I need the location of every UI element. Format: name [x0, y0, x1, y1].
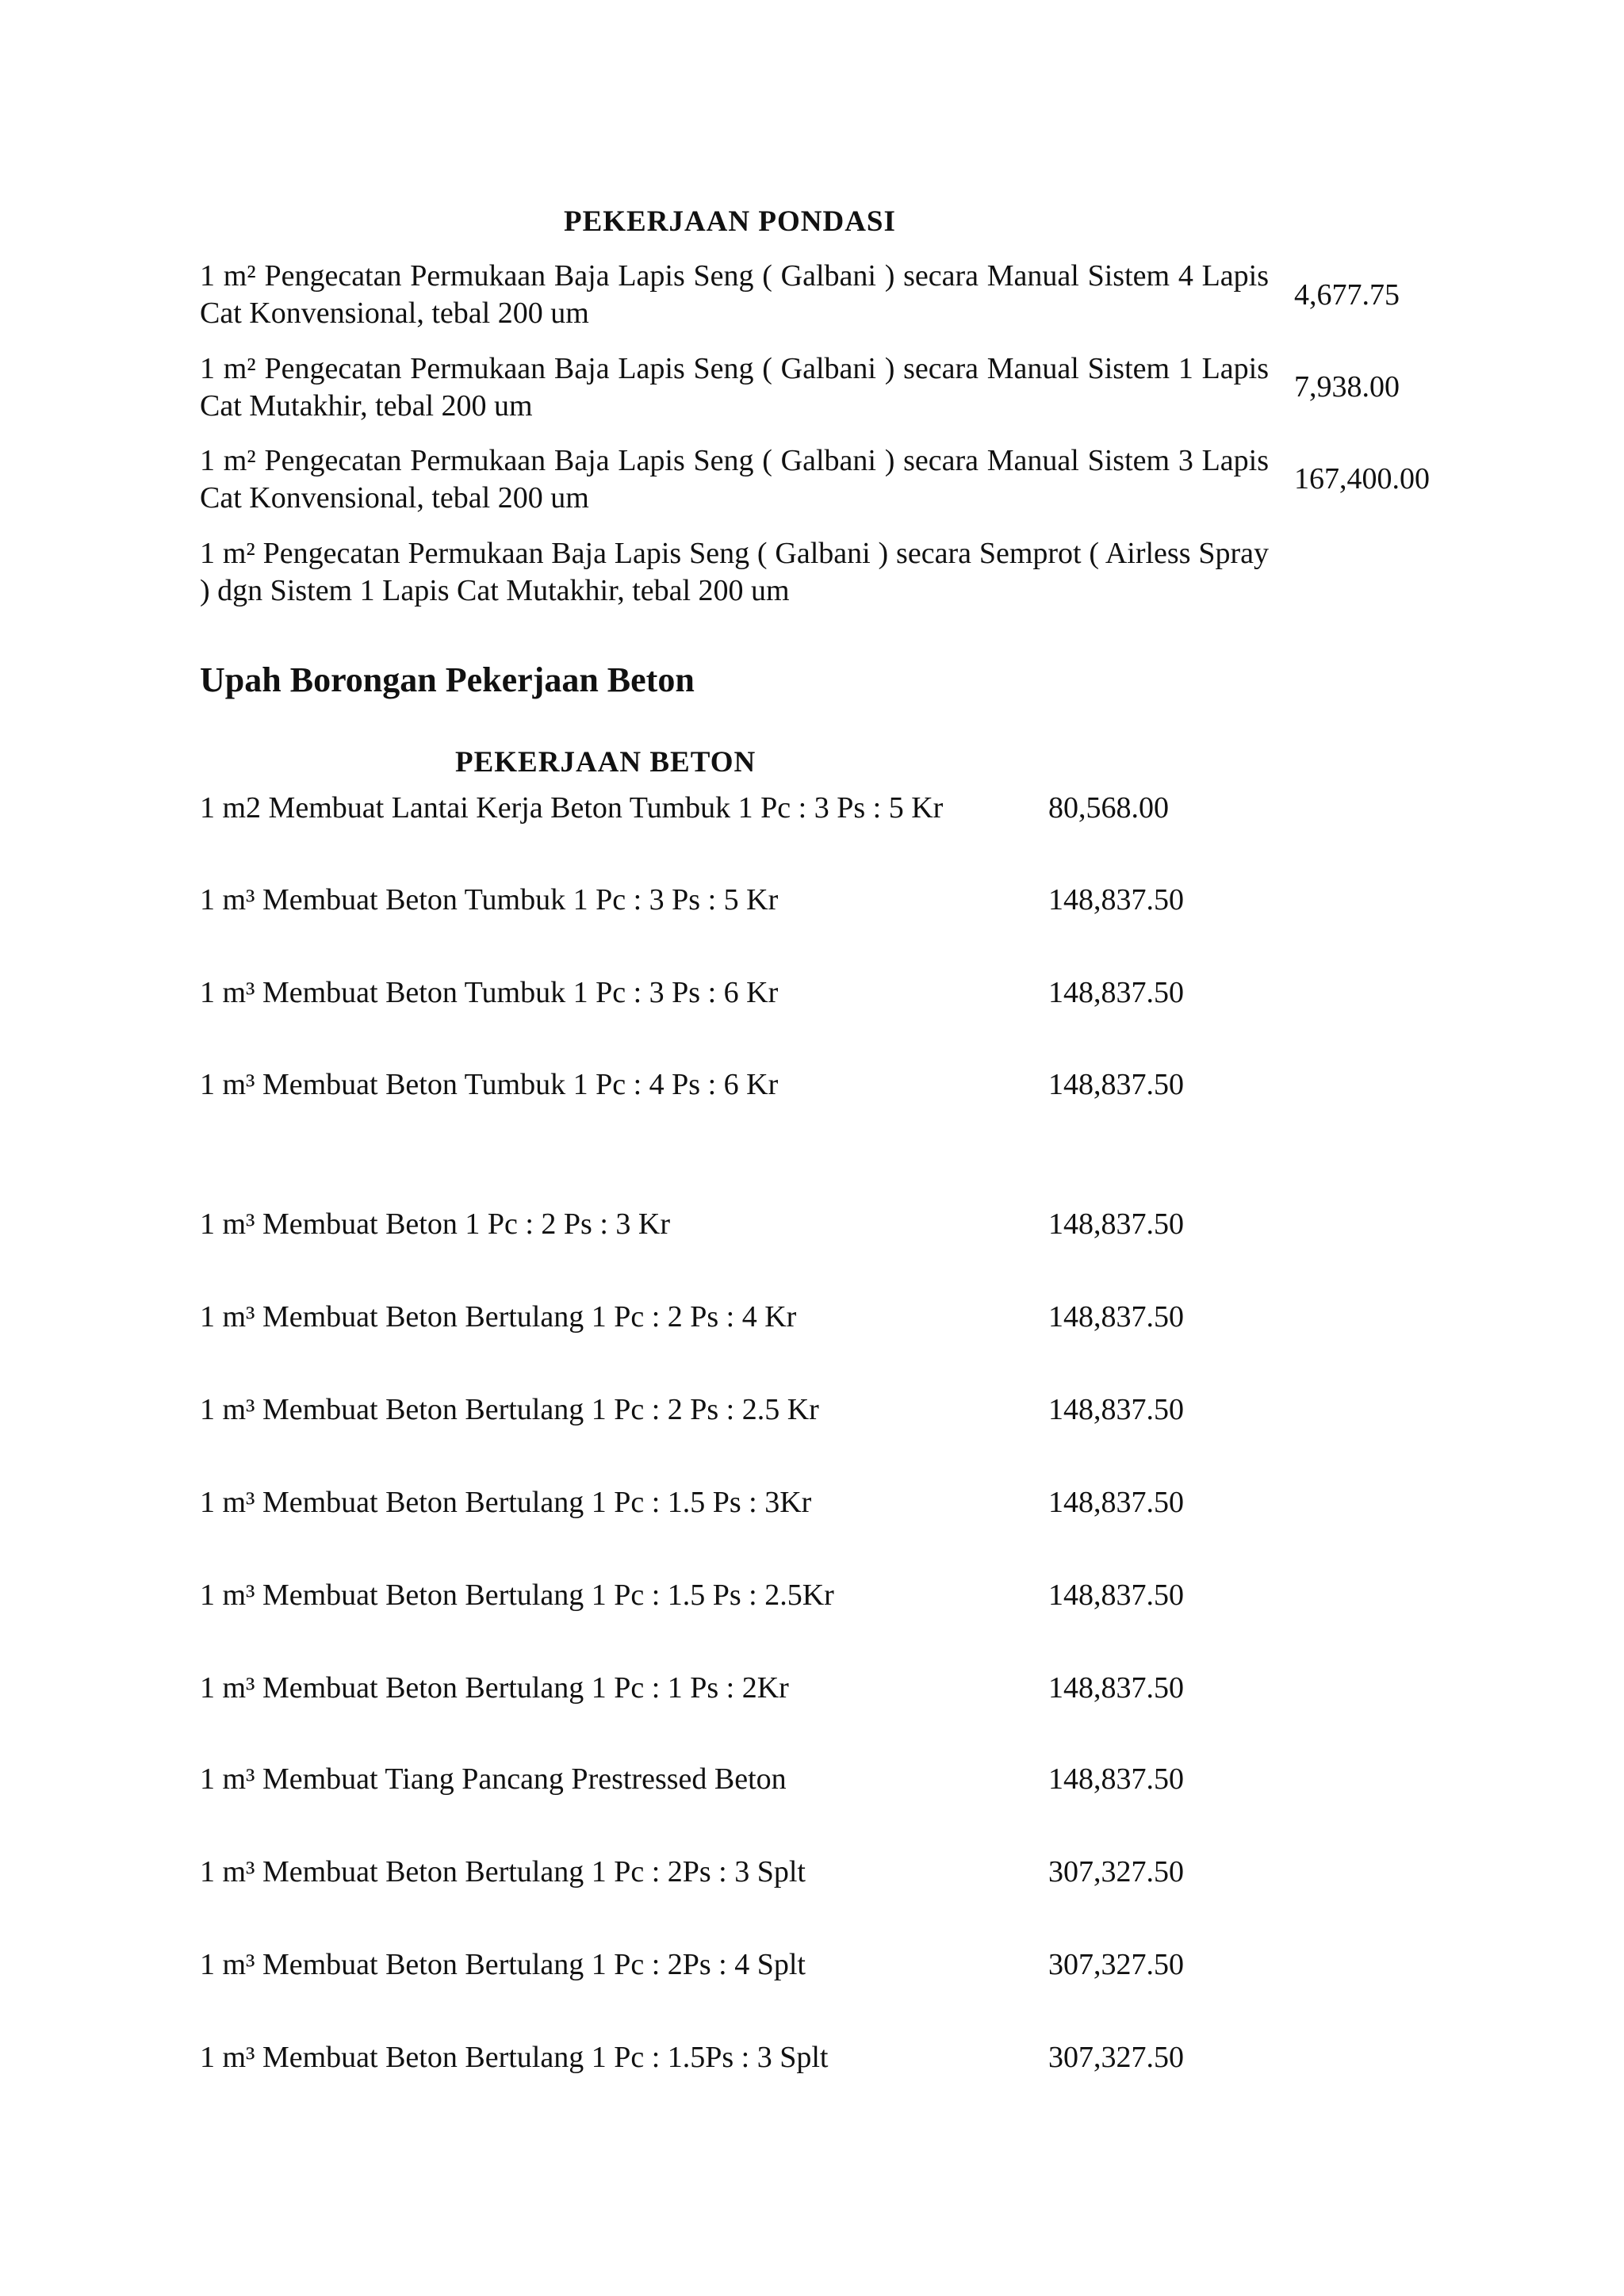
beton-item-desc: 1 m³ Membuat Beton Bertulang 1 Pc : 1.5Ps : 3 Splt — [200, 2041, 829, 2074]
beton-item-desc: 1 m³ Membuat Beton Bertulang 1 Pc : 1.5 Ps : 2.5Kr — [200, 1578, 834, 1612]
beton-item-desc: 1 m³ Membuat Beton Bertulang 1 Pc : 2 Ps : 4 Kr — [200, 1300, 797, 1334]
pondasi-item-desc: 1 m² Pengecatan Permukaan Baja Lapis Seng ( Galbani ) secara Semprot ( Airless Spray ) dgn Sistem 1 Lapis Cat Mutakhir, tebal 200 um — [200, 537, 1269, 607]
beton-item-desc: 1 m³ Membuat Beton Bertulang 1 Pc : 2Ps : 4 Splt — [200, 1948, 806, 1981]
section-title-beton: PEKERJAAN BETON — [455, 746, 756, 779]
beton-item-value: 148,837.50 — [1048, 1393, 1184, 1426]
beton-item-desc: 1 m³ Membuat Tiang Pancang Prestressed Beton — [200, 1762, 787, 1796]
beton-item-value: 307,327.50 — [1048, 1948, 1184, 1981]
beton-item-desc: 1 m³ Membuat Beton Bertulang 1 Pc : 2Ps : 3 Splt — [200, 1855, 806, 1888]
beton-item-desc: 1 m³ Membuat Beton Tumbuk 1 Pc : 3 Ps : 6 Kr — [200, 976, 779, 1009]
beton-item-desc: 1 m³ Membuat Beton Tumbuk 1 Pc : 4 Ps : 6 Kr — [200, 1068, 779, 1101]
section-title-pondasi: PEKERJAAN PONDASI — [564, 205, 896, 238]
beton-item-value: 148,837.50 — [1048, 1762, 1184, 1796]
beton-item-desc: 1 m³ Membuat Beton 1 Pc : 2 Ps : 3 Kr — [200, 1207, 670, 1241]
beton-item-value: 148,837.50 — [1048, 1578, 1184, 1612]
pondasi-item-desc: 1 m² Pengecatan Permukaan Baja Lapis Seng ( Galbani ) secara Manual Sistem 4 Lapis Cat Konvensional, tebal 200 um — [200, 259, 1269, 330]
beton-item-value: 148,837.50 — [1048, 1068, 1184, 1101]
pondasi-item-value: 4,677.75 — [1294, 278, 1400, 312]
beton-item-value: 307,327.50 — [1048, 1855, 1184, 1888]
pondasi-item-value: 167,400.00 — [1294, 462, 1430, 496]
pondasi-item-desc: 1 m² Pengecatan Permukaan Baja Lapis Seng ( Galbani ) secara Manual Sistem 3 Lapis Cat Konvensional, tebal 200 um — [200, 444, 1269, 515]
beton-item-value: 307,327.50 — [1048, 2041, 1184, 2074]
beton-item-desc: 1 m³ Membuat Beton Tumbuk 1 Pc : 3 Ps : 5 Kr — [200, 883, 779, 916]
beton-item-value: 148,837.50 — [1048, 1207, 1184, 1241]
beton-item-value: 148,837.50 — [1048, 976, 1184, 1009]
beton-item-value: 148,837.50 — [1048, 1300, 1184, 1334]
beton-item-desc: 1 m2 Membuat Lantai Kerja Beton Tumbuk 1 Pc : 3 Ps : 5 Kr — [200, 791, 944, 825]
beton-item-value: 148,837.50 — [1048, 1486, 1184, 1519]
beton-item-desc: 1 m³ Membuat Beton Bertulang 1 Pc : 1.5 Ps : 3Kr — [200, 1486, 812, 1519]
beton-item-value: 148,837.50 — [1048, 883, 1184, 916]
beton-item-desc: 1 m³ Membuat Beton Bertulang 1 Pc : 1 Ps : 2Kr — [200, 1671, 789, 1705]
beton-item-value: 80,568.00 — [1048, 791, 1169, 825]
pondasi-item-value: 7,938.00 — [1294, 370, 1400, 404]
beton-item-value: 148,837.50 — [1048, 1671, 1184, 1705]
pondasi-item-desc: 1 m² Pengecatan Permukaan Baja Lapis Seng ( Galbani ) secara Manual Sistem 1 Lapis Cat Mutakhir, tebal 200 um — [200, 352, 1269, 423]
beton-item-desc: 1 m³ Membuat Beton Bertulang 1 Pc : 2 Ps : 2.5 Kr — [200, 1393, 819, 1426]
page-heading: Upah Borongan Pekerjaan Beton — [200, 660, 695, 699]
